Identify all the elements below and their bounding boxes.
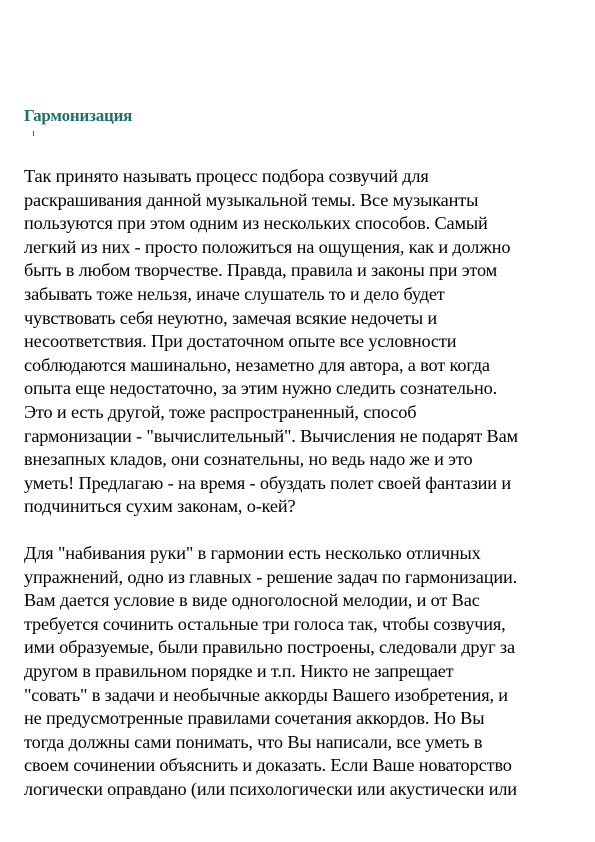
paragraph-1: Так принято называть процесс подбора созвучий для раскрашивания данной музыкальной темы. Все музыканты пользуются при этом одним из нескольких способов. Самый легкий из них - просто положиться на ощущения, как и должно быть в любом творчестве. Правда, правила и законы при этом забывать тоже нельзя, иначе слушатель то и дело будет чувствовать себя неуютно, замечая всякие недочеты и несоответствия. При достаточном опыте все условности соблюдаются машинально, незаметно для автора, а вот когда опыта еще недостаточно, за этим нужно следить сознательно. Это и есть другой, тоже распространенный, способ гармонизации - "вычислительный". Вычисления не подарят Вам внезапных кладов, они сознательны, но ведь надо же и это уметь! Предлагаю - на время - обуздать полет своей фантазии и подчиниться сухим законам, о-кей? — [24, 166, 518, 517]
paragraph-2: Для "набивания руки" в гармонии есть несколько отличных упражнений, одно из главных - решение задач по гармонизации. Вам дается условие в виде одноголосной мелодии, и от Вас требуется сочинить остальные три голоса так, чтобы созвучия, ими образуемые, были правильно построены, следовали друг за другом в правильном порядке и т.п. Никто не запрещает "совать" в задачи и необычные аккорды Вашего изобретения, и не предусмотренные правилами сочетания аккордов. Но Вы тогда должны сами понимать, что Вы написали, все уметь в своем сочинении объяснить и доказать. Если Ваше новаторство логически оправдано (или психологически или акустически или — [24, 543, 518, 799]
text-cursor-mark — [33, 131, 34, 136]
document-title: Гармонизация — [24, 106, 133, 125]
